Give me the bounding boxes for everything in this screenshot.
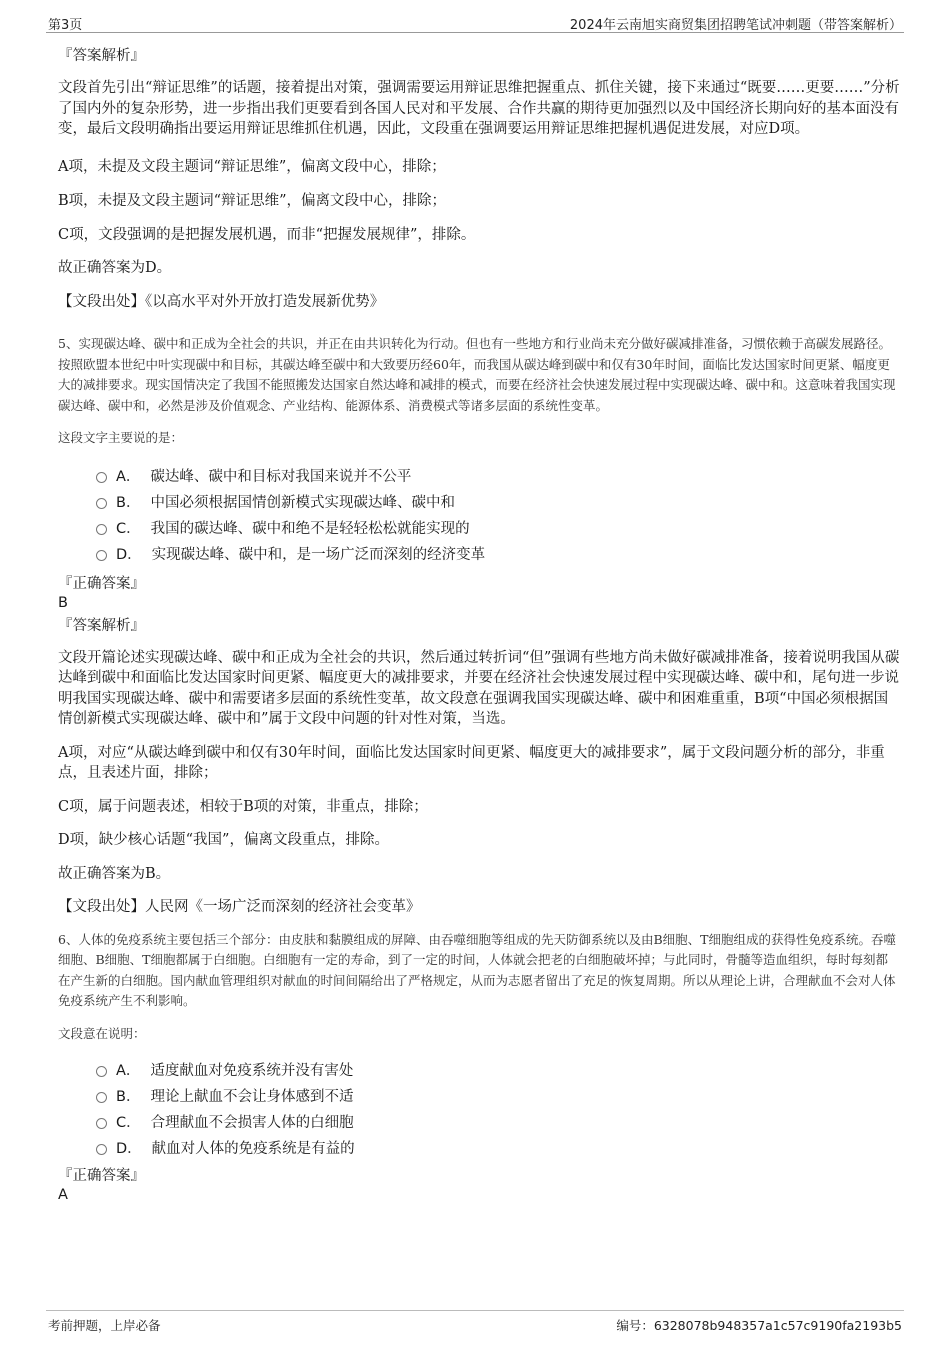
- document-title: 2024年云南旭实商贸集团招聘笔试冲刺题（带答案解析）: [569, 18, 902, 33]
- radio-icon[interactable]: [96, 1066, 107, 1077]
- q4-analysis-label: 『答案解析』: [58, 48, 145, 64]
- q6-answer: A: [58, 1187, 68, 1203]
- q6-answer-label: 『正确答案』: [58, 1168, 145, 1184]
- q5-option-d-analysis: D项，缺少核心话题“我国”，偏离文段重点，排除。: [58, 832, 389, 848]
- q4-analysis: 文段首先引出“辩证思维”的话题，接着提出对策，强调需要运用辩证思维把握重点、抓住关键，接下来通过“既要……更要……”分析了国内外的复杂形势，进一步指出我们更要看到各国人民对和平发展、合作共赢的期待更加强烈以及中国经济长期向好的基本面没有变，最后文段明确指出要运用辩证思维抓住机遇，因此，文段重在强调要运用辩证思维把握机遇促进发展，对应D项。: [58, 80, 900, 137]
- q5-options: [58, 464, 900, 568]
- q6-prompt: 文段意在说明：: [58, 1025, 146, 1041]
- page-footer: [46, 1310, 904, 1335]
- q6-option-c[interactable]: C． 合理献血不会损害人体的白细胞: [58, 1110, 900, 1136]
- radio-icon[interactable]: [96, 550, 107, 561]
- q5-option-b[interactable]: B． 中国必须根据国情创新模式实现碳达峰、碳中和: [58, 490, 900, 516]
- radio-icon[interactable]: [96, 472, 107, 483]
- document-id: 编号：6328078b948357a1c57c9190fa2193b5: [616, 1318, 902, 1333]
- radio-icon[interactable]: [96, 524, 107, 535]
- q5-option-a-analysis: A项，对应“从碳达峰到碳中和仅有30年时间，面临比发达国家时间更紧、幅度更大的减排要求”，属于文段问题分析的部分，非重点，且表述片面，排除；: [58, 744, 885, 781]
- q6-question: 6、人体的免疫系统主要包括三个部分：由皮肤和黏膜组成的屏障、由吞噬细胞等组成的先天防御系统以及由B细胞、T细胞组成的获得性免疫系统。吞噬细胞、B细胞、T细胞都属于白细胞。白细胞有一定的寿命，到了一定的时间，人体就会把老的白细胞破坏掉；与此同时，骨髓等造血组织，每时每刻都在产生新的白细胞。国内献血管理组织对献血的时间间隔给出了严格规定，从而为志愿者留出了充足的恢复周期。所以从理论上讲，合理献血不会对人体免疫系统产生不利影响。: [58, 931, 896, 1008]
- radio-icon[interactable]: [96, 498, 107, 509]
- radio-icon[interactable]: [96, 1144, 107, 1155]
- q5-question: 5、实现碳达峰、碳中和正成为全社会的共识，并正在由共识转化为行动。但也有一些地方和行业尚未充分做好碳减排准备，习惯依赖于高碳发展路径。按照欧盟本世纪中叶实现碳中和目标，其碳达峰至碳中和大致要历经60年，而我国从碳达峰到碳中和仅有30年时间，面临比发达国家时间更紧、幅度更大的减排要求。现实国情决定了我国不能照搬发达国家自然达峰和减排的模式，而要在经济社会快速发展过程中实现碳达峰、碳中和。这意味着我国实现碳达峰、碳中和，必然是涉及价值观念、产业结构、能源体系、消费模式等诸多层面的系统性变革。: [58, 336, 896, 413]
- radio-icon[interactable]: [96, 1092, 107, 1103]
- page-number: 第3页: [48, 18, 83, 33]
- q4-conclusion: 故正确答案为D。: [58, 260, 172, 276]
- q5-option-c-analysis: C项，属于问题表述，相较于B项的对策，非重点，排除；: [58, 798, 428, 815]
- q6-option-d[interactable]: D． 献血对人体的免疫系统是有益的: [58, 1136, 900, 1162]
- document-content: [58, 46, 900, 1204]
- q5-analysis-label: 『答案解析』: [58, 617, 145, 634]
- q5-source: 【文段出处】人民网《一场广泛而深刻的经济社会变革》: [58, 899, 421, 915]
- q5-option-c[interactable]: C． 我国的碳达峰、碳中和绝不是轻轻松松就能实现的: [58, 516, 900, 542]
- q5-answer-label: 『正确答案』: [58, 575, 145, 592]
- q4-option-a-analysis: A项，未提及文段主题词“辩证思维”，偏离文段中心，排除；: [58, 158, 446, 175]
- q5-option-a[interactable]: A． 碳达峰、碳中和目标对我国来说并不公平: [58, 464, 900, 490]
- q6-options: [58, 1058, 900, 1162]
- page-header: [46, 12, 904, 33]
- q5-answer: B: [58, 594, 68, 611]
- q4-option-b-analysis: B项，未提及文段主题词“辩证思维”，偏离文段中心，排除；: [58, 193, 446, 209]
- footer-slogan: 考前押题，上岸必备: [48, 1318, 161, 1333]
- q5-prompt: 这段文字主要说的是：: [58, 430, 184, 445]
- q4-option-c-analysis: C项，文段强调的是把握发展机遇，而非“把握发展规律”，排除。: [58, 226, 476, 243]
- radio-icon[interactable]: [96, 1118, 107, 1129]
- q5-analysis: 文段开篇论述实现碳达峰、碳中和正成为全社会的共识，然后通过转折词“但”强调有些地方尚未做好碳减排准备，接着说明我国从碳达峰到碳中和面临比发达国家时间更紧、幅度更大的减排要求，并要在经济社会快速发展过程中实现碳达峰、碳中和，尾句进一步说明我国实现碳达峰、碳中和需要诸多层面的系统性变革，故文段意在强调我国实现碳达峰、碳中和困难重重，B项“中国必须根据国情创新模式实现碳达峰、碳中和”属于文段中问题的针对性对策，当选。: [58, 649, 900, 727]
- q5-conclusion: 故正确答案为B。: [58, 865, 171, 882]
- q5-option-d[interactable]: D． 实现碳达峰、碳中和，是一场广泛而深刻的经济变革: [58, 542, 900, 568]
- q6-option-b[interactable]: B． 理论上献血不会让身体感到不适: [58, 1084, 900, 1110]
- q4-source: 【文段出处】《以高水平对外开放打造发展新优势》: [58, 293, 385, 310]
- q6-option-a[interactable]: A． 适度献血对免疫系统并没有害处: [58, 1058, 900, 1084]
